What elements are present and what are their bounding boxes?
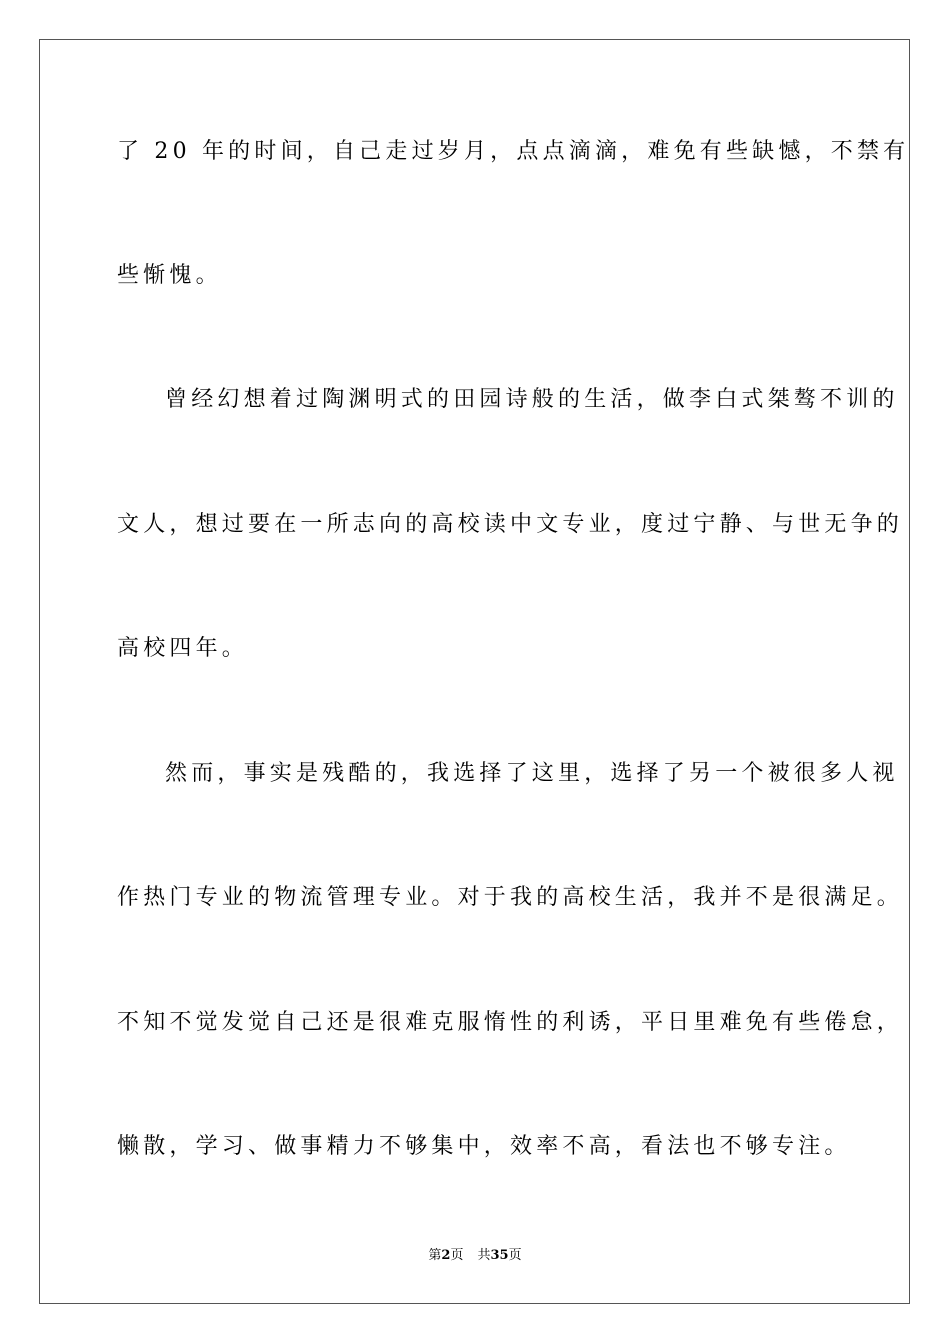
body-line-1: 了 20 年的时间，自己走过岁月，点点滴滴，难免有些缺憾，不禁有 (117, 139, 910, 164)
page-footer (0, 1247, 950, 1265)
page-frame (39, 39, 910, 1304)
body-line-4: 文人，想过要在一所志向的高校读中文专业，度过宁静、与世无争的 (117, 512, 904, 537)
body-line-2: 些惭愧。 (117, 263, 222, 288)
body-line-7: 作热门专业的物流管理专业。对于我的高校生活，我并不是很满足。 (117, 885, 904, 910)
body-line-6: 然而，事实是残酷的，我选择了这里，选择了另一个被很多人视 (165, 761, 899, 786)
footer-page-prefix: 第 (428, 1248, 442, 1263)
footer-total-prefix: 共 (477, 1248, 491, 1263)
footer-total-pages: 35 (490, 1248, 509, 1263)
body-line-8: 不知不觉发觉自己还是很难克服惰性的利诱，平日里难免有些倦怠， (117, 1010, 904, 1035)
footer-total-suffix: 页 (508, 1248, 522, 1263)
body-line-3: 曾经幻想着过陶渊明式的田园诗般的生活，做李白式桀骜不训的 (165, 387, 899, 412)
footer-page-suffix: 页 (450, 1248, 464, 1263)
footer-page-number: 2 (441, 1248, 451, 1263)
body-line-5: 高校四年。 (117, 636, 249, 661)
body-line-9: 懒散，学习、做事精力不够集中，效率不高，看法也不够专注。 (117, 1134, 851, 1159)
